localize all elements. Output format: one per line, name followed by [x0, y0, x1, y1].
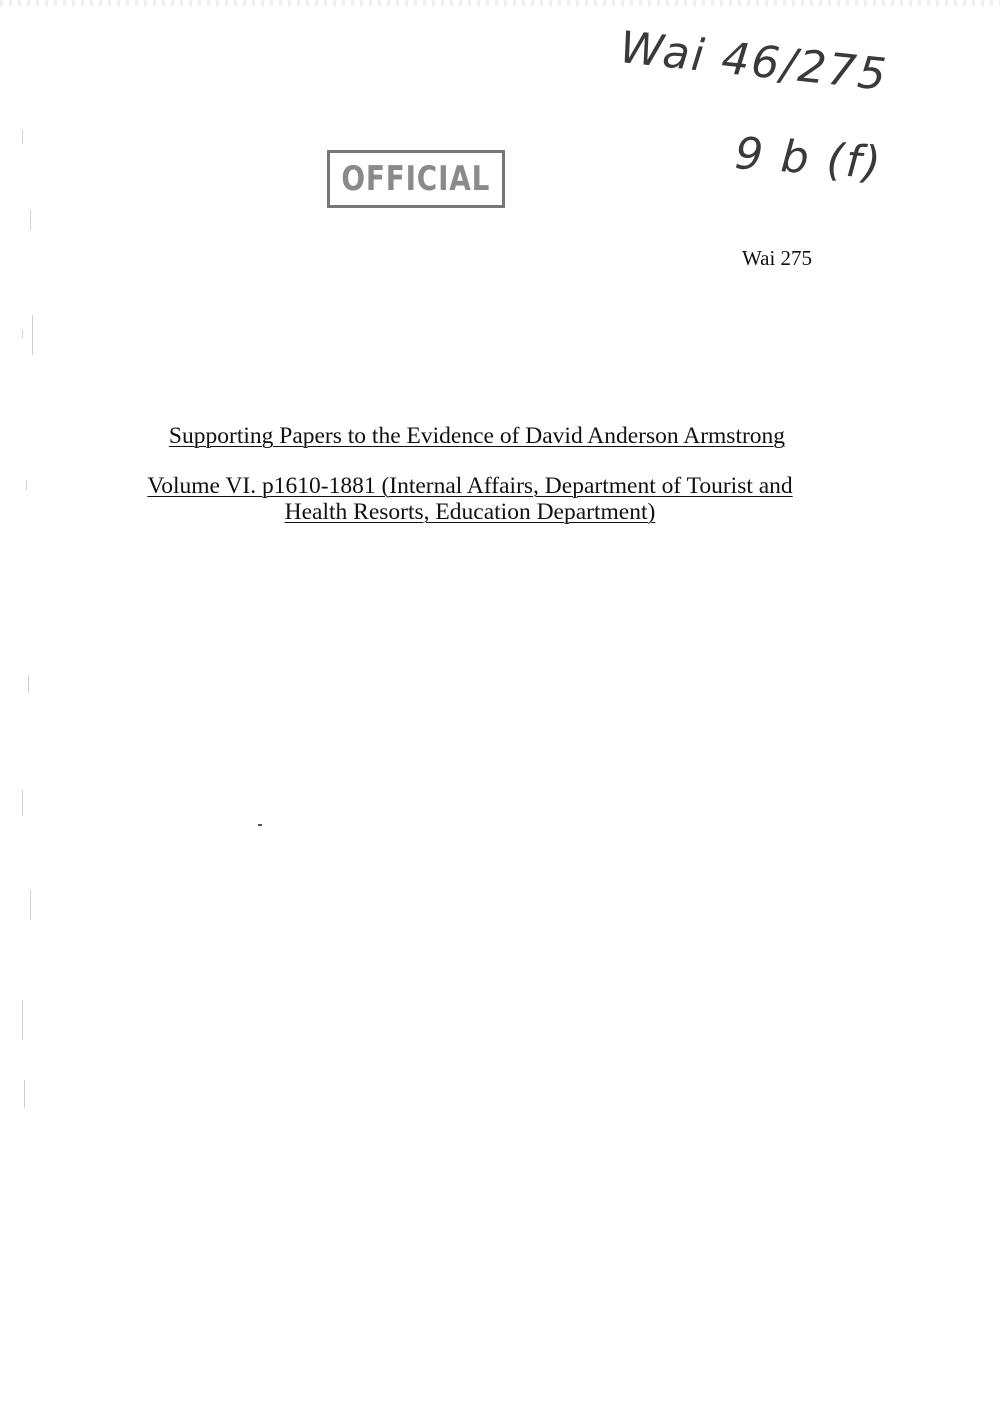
official-stamp [327, 150, 505, 208]
document-title: Supporting Papers to the Evidence of David Anderson Armstrong [168, 423, 786, 449]
stamp-label: OFFICIAL [341, 159, 491, 199]
handwritten-document-code: 9 b (f) [733, 128, 885, 190]
scan-speck [258, 824, 262, 826]
scanner-margin-marks [18, 100, 40, 1200]
volume-title: Volume VI. p1610-1881 (Internal Affairs, Department of Tourist and Health Resorts, Education Department) [147, 473, 793, 525]
scan-edge-artifact [0, 0, 1000, 6]
handwritten-file-number: Wai 46/275 [617, 22, 891, 101]
title-section [140, 423, 830, 525]
reference-number: Wai 275 [742, 246, 813, 270]
